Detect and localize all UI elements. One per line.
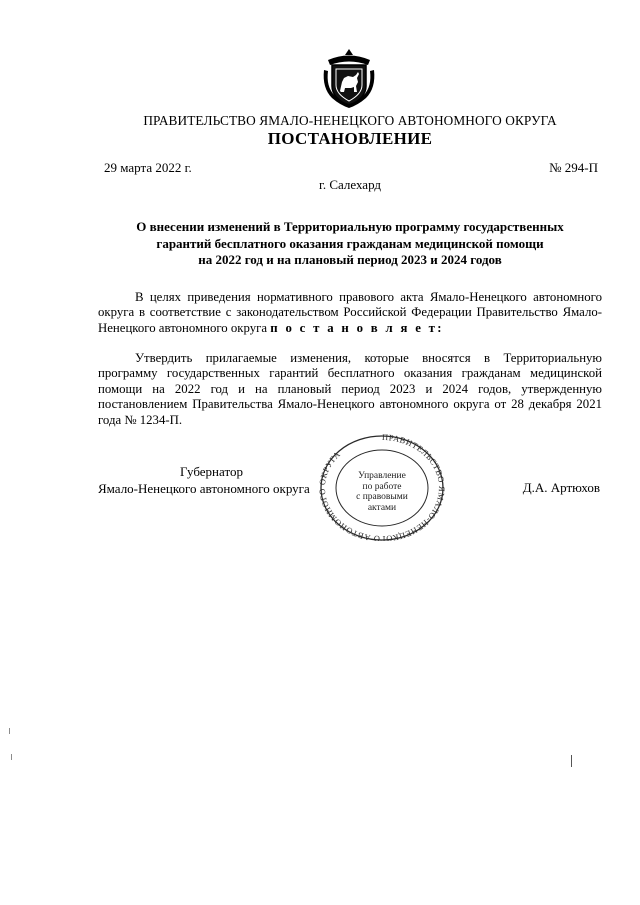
stamp-inner-text	[338, 471, 426, 513]
document-city: г. Салехард	[318, 177, 382, 192]
resolves-word: п о с т а н о в л я е т:	[270, 320, 444, 335]
preamble-paragraph	[98, 290, 602, 336]
document-type: ПОСТАНОВЛЕНИЕ	[267, 129, 433, 148]
document-date: 29 марта 2022 г.	[104, 160, 192, 175]
scan-mark	[11, 754, 12, 760]
scan-mark	[9, 728, 10, 734]
stamp-ring-text: ПРАВИТЕЛЬСТВО ЯМАЛО-НЕНЕЦКОГО АВТОНОМНОГ ОКРУГА	[318, 431, 446, 541]
scan-mark	[571, 755, 572, 767]
title-line: гарантий бесплатного оказания гражданам медицинской помощи	[156, 235, 544, 251]
preamble-text: В целях приведения нормативного правового акта Ямало-Ненецкого автономного округа в соответствие с законодательством Российской Федерации Правительство Ямало-Ненецкого автономного округа	[98, 290, 602, 335]
signatory-region: Ямало-Ненецкого автономного округа	[98, 481, 310, 496]
decision-paragraph	[98, 351, 602, 428]
document-title	[98, 219, 602, 269]
government-name: ПРАВИТЕЛЬСТВО ЯМАЛО-НЕНЕЦКОГО АВТОНОМНОГО ОКРУГА	[143, 113, 557, 128]
title-line: на 2022 год и на плановый период 2023 и 2024 годов	[198, 252, 502, 267]
stamp-line: с правовыми	[356, 492, 408, 502]
stamp-line: актами	[367, 502, 397, 513]
signatory-name: Д.А. Артюхов	[522, 480, 600, 495]
signatory-title: Губернатор	[180, 464, 243, 479]
document-number: № 294-П	[549, 160, 598, 175]
decision-text: Утвердить прилагаемые изменения, которые вносятся в Территориальную программу государственных гарантий бесплатного оказания гражданам медицинской помощи на 2022 год и на плановый период 2023 и 2024 годов, утвержденную постановлением Правительства Ямало-Ненецкого автономного округа от 28 декабря 2021 года № 1234-П.	[98, 351, 602, 427]
stamp-line: Управление	[358, 471, 406, 481]
stamp-line: по работе	[362, 481, 402, 492]
coat-of-arms-icon	[322, 48, 376, 110]
title-line: О внесении изменений в Территориальную программу государственных	[136, 219, 564, 234]
